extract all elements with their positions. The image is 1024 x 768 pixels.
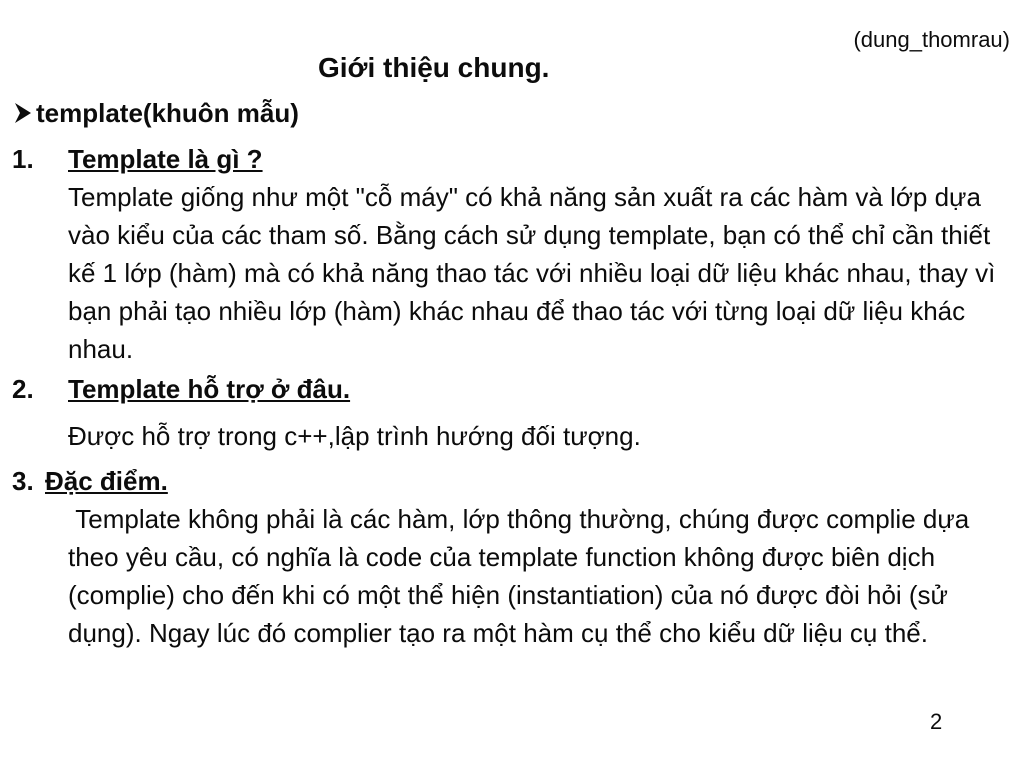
section-heading: Template hỗ trợ ở đâu.	[68, 374, 351, 404]
section-body: Được hỗ trợ trong c++,lập trình hướng đối tượng.	[68, 421, 641, 451]
page-number: 2	[930, 709, 943, 734]
author-tag: (dung_thomrau)	[853, 27, 1010, 52]
section-number: 2.	[12, 374, 34, 404]
section-body: Template không phải là các hàm, lớp thông thường, chúng được complie dựa theo yêu cầu, có nghĩa là code của template function không được biên dịch (complie) cho đến khi có một thể hiện (instantiation) của nó được đòi hỏi (sử dụng). Ngay lúc đó complier tạo ra một hàm cụ thể cho kiểu dữ liệu cụ thể.	[68, 504, 977, 648]
topic-bullet-text: template(khuôn mẫu)	[36, 98, 299, 128]
section-heading: Đặc điểm.	[45, 466, 168, 496]
section-what-is-template	[12, 140, 1012, 368]
arrow-bullet-icon	[12, 100, 34, 126]
section-where-supported	[12, 370, 1012, 455]
section-characteristics	[12, 462, 1012, 652]
section-heading: Template là gì ?	[68, 144, 263, 174]
section-number: 1.	[12, 144, 34, 174]
section-body: Template giống như một "cỗ máy" có khả năng sản xuất ra các hàm và lớp dựa vào kiểu của các tham số. Bằng cách sử dụng template, bạn có thể chỉ cần thiết kế 1 lớp (hàm) mà có khả năng thao tác với nhiều loại dữ liệu khác nhau, thay vì bạn phải tạo nhiều lớp (hàm) khác nhau để thao tác với từng loại dữ liệu khác nhau.	[68, 182, 996, 364]
slide-title: Giới thiệu chung.	[318, 52, 550, 83]
topic-bullet	[12, 96, 299, 130]
section-number: 3.	[12, 466, 34, 496]
